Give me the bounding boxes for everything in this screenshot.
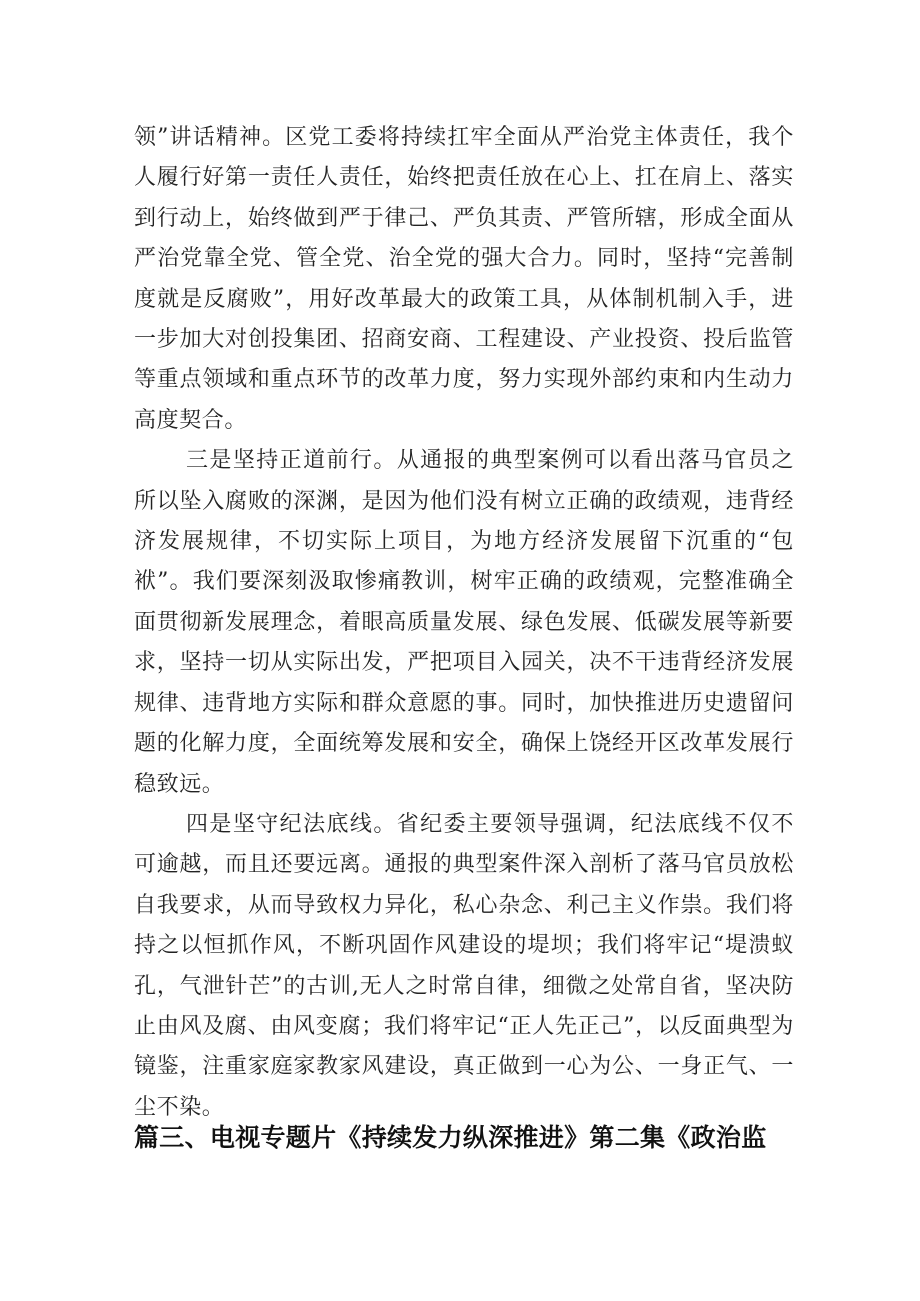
paragraph-continuation: 领”讲话精神。区党工委将持续扛牢全面从严治党主体责任，我个人履行好第一责任人责任，始终把责任放在心上、扛在肩上、落实到行动上，始终做到严于律己、严负其责、严管所辖，形成全面从严治党靠全党、管全党、治全党的强大合力。同时，坚持“完善制度就是反腐败”，用好改革最大的政策工具，从体制机制入手，进一步加大对创投集团、招商安商、工程建设、产业投资、投后监管等重点领域和重点环节的改革力度，努力实现外部约束和内生动力高度契合。 — [134, 125, 794, 433]
paragraph-point-four: 四是坚守纪法底线。省纪委主要领导强调，纪法底线不仅不可逾越，而且还要远离。通报的典型案件深入剖析了落马官员放松自我要求，从而导致权力异化，私心杂念、利己主义作祟。我们将持之以恒抓作风，不断巩固作风建设的堤坝；我们将牢记“堤溃蚁孔，气泄针芒”的古训,无人之时常自律，细微之处常自省，坚决防止由风及腐、由风变腐；我们将牢记“正人先正己”，以反面典型为镜鉴，注重家庭家教家风建设，真正做到一心为公、一身正气、一尘不染。 — [134, 811, 794, 1120]
section-heading: 篇三、电视专题片《持续发力纵深推进》第二集《政治监 — [134, 1123, 767, 1152]
paragraph-point-three: 三是坚持正道前行。从通报的典型案例可以看出落马官员之所以坠入腐败的深渊，是因为他们没有树立正确的政绩观，违背经济发展规律，不切实际上项目，为地方经济发展留下沉重的“包袱”。我们要深刻汲取惨痛教训，树牢正确的政绩观，完整准确全面贯彻新发展理念，着眼高质量发展、绿色发展、低碳发展等新要求，坚持一切从实际出发，严把项目入园关，决不干违背经济发展规律、违背地方实际和群众意愿的事。同时，加快推进历史遗留问题的化解力度，全面统筹发展和安全，确保上饶经开区改革发展行稳致远。 — [134, 448, 794, 797]
document-body — [134, 118, 794, 1128]
